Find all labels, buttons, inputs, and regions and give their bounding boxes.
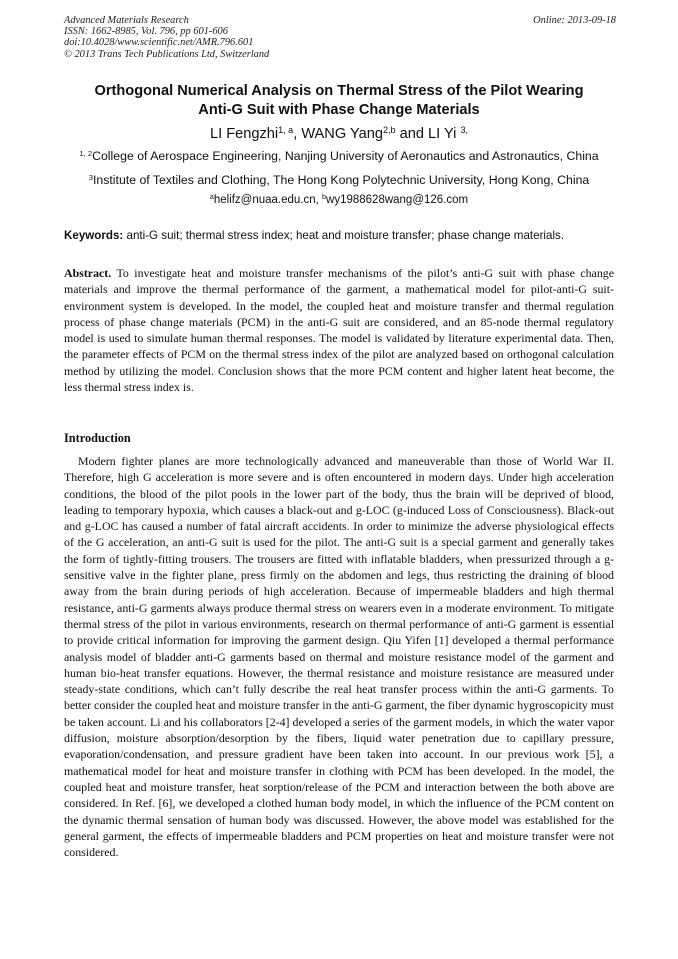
author-name: LI Yi [428,126,461,142]
email-text: wy1988628wang@126.com [326,194,469,206]
author-sup: 3, [460,125,469,136]
abstract-text: To investigate heat and moisture transfer mechanisms of the pilot’s anti-G suit with phase change materials and improve the thermal performance of the garment, a mathematical model for pilot-anti-G suit-environment system is developed. In the model, the coupled heat and moisture transfer and thermal regulation process of phase change materials (PCM) in the anti-G suit are considered, and an 85-node thermal regulatory model is used to simulate human thermal responses. The model is validated by literature experimental data. Then, the parameter effects of PCM on the thermal stress index of the pilot are analyzed based on orthogonal calculation method by utilizing the model. Conclusion shows that the more PCM content and higher latent heat become, the less thermal stress index is. [64,266,614,395]
affiliation-2 [40,173,638,188]
paper-title [40,82,638,120]
introduction-paragraph: Modern fighter planes are more technologically advanced and maneuverable than those of World War II. Therefore, high G acceleration is more severe and is often encountered in modern days. Under high acceleration conditions, the blood of the pilot pools in the lower part of the body, thus the brain will be deprived of blood, leading to temporary hypoxia, which causes a black-out and g-LOC (g-induced Loss of Consciousness). Black-out and g-LOC has caused a number of fatal aircraft accidents. In order to minimize the adverse physiological effects of the G acceleration, an anti-G suit is used for the pilot. The anti-G suit is a special garment and generally takes the form of tightly-fitting trousers. The trousers are fitted with inflatable bladders, when pressurized through a g-sensitive valve in the fighter plane, press firmly on the abdomen and legs, thus restricting the draining of blood away from the brain during periods of high acceleration. Because of impermeable bladders and high thermal resistance, anti-G garments always produce thermal stress on wearers even in a moderate environment. To mitigate thermal stress of the pilot in various environments, research on thermal performance of anti-G garment is essential to provide critical information for improving the garment design. Qiu Yifen [1] developed a thermal performance analysis model of bladder anti-G garments based on thermal and moisture resistance model of the garment and human bio-heat transfer equations. However, the thermal resistance and moisture resistance are measured under steady-state conditions, which can’t fully describe the real heat transfer process within the anti-G garments. To better consider the coupled heat and moisture transfer in the anti-G garment, the fiber dynamic hygroscopicity must be taken account. Li and his collaborators [2-4] developed a series of the garment models, in which the water vapor diffusion, moisture absorption/desorption by the fibers, liquid water penetration due to capillary pressure, evaporation/condensation, and pressure gradient have been taken into account. In our previous work [5], a mathematical model for heat and moisture transfer in clothing with PCM has been developed. In the model, the coupled heat and moisture transfer, heat sorption/release of the PCM and interaction between the both above are considered. In Ref. [6], we developed a clothed human body model, in which the influence of the PCM content on the dynamic thermal sensation of human body was discussed. However, the above model was established for the general garment, the effects of impermeable bladders and PCM properties on heat and moisture transfer were not considered. [64,454,614,860]
author-emails [40,193,638,208]
affiliation-sup: 1, 2 [79,148,93,158]
author-name: LI Fengzhi [209,126,279,142]
online-date: Online: 2013-09-18 [533,15,616,26]
email-text: helifz@nuaa.edu.cn, [213,194,323,206]
doi-line: doi:10.4028/www.scientific.net/AMR.796.601 [64,37,254,49]
email-sup: a [209,193,214,202]
keywords-text: anti-G suit; thermal stress index; heat and moisture transfer; phase change materials. [123,229,565,242]
author-sup: 1, a [278,125,294,136]
abstract-label: Abstract. [64,266,112,280]
affiliation-text: Institute of Textiles and Clothing, The Hong Kong Polytechnic University, Hong Kong, China [92,173,590,187]
journal-name: Advanced Materials Research [64,15,189,26]
affiliation-1 [40,149,638,164]
abstract [64,265,614,395]
author-separator: , [293,126,302,142]
copyright-line: © 2013 Trans Tech Publications Ltd, Switzerland [64,48,270,60]
journal-header [64,15,616,60]
title-line-2: Anti-G Suit with Phase Change Materials [198,102,480,118]
keywords [64,228,624,243]
author-name: WANG Yang [301,126,383,142]
introduction-heading: Introduction [64,431,131,445]
email-sup: b [322,193,327,202]
issn-line: ISSN: 1662-8985, Vol. 796, pp 601-606 [64,26,228,38]
keywords-label: Keywords: [64,229,124,242]
affiliation-sup: 3 [88,172,93,182]
author-list [40,125,638,144]
author-sup: 2,b [382,125,396,136]
title-line-1: Orthogonal Numerical Analysis on Thermal Stress of the Pilot Wearing [94,83,584,99]
affiliation-text: College of Aerospace Engineering, Nanjing University of Aeronautics and Astronautics, China [92,149,599,163]
author-separator: and [395,126,429,142]
